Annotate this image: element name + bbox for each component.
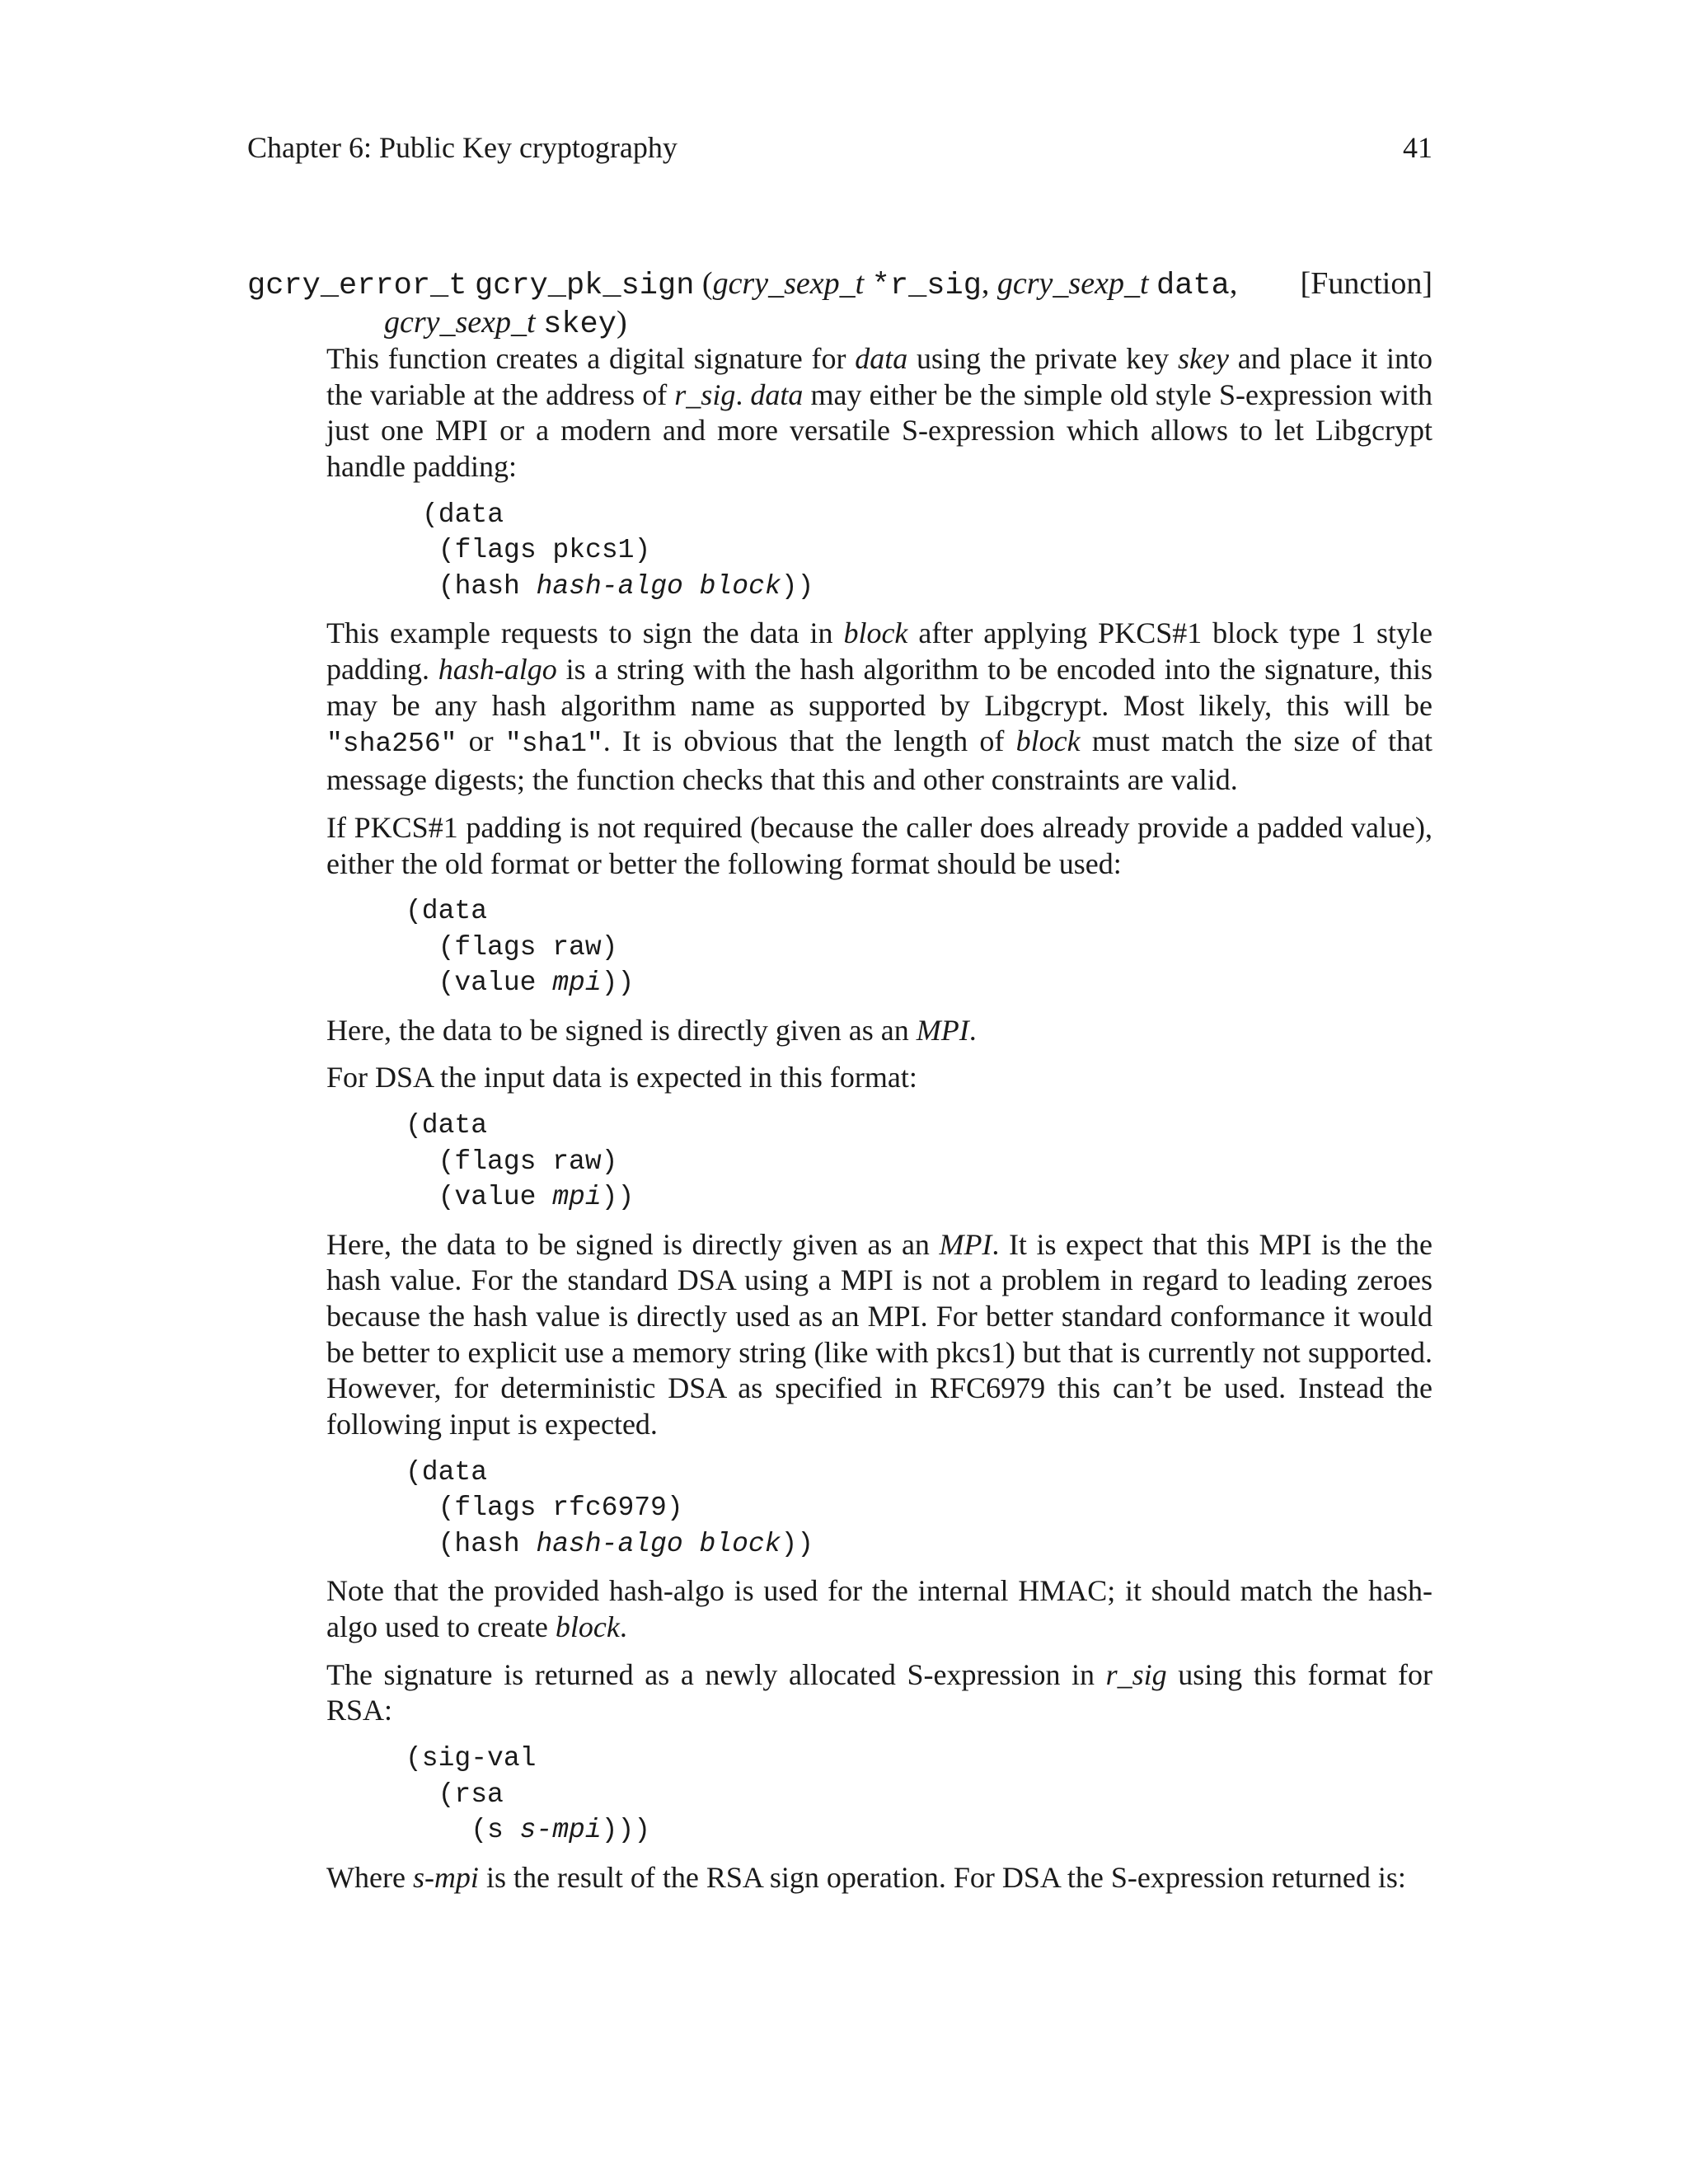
var-s-mpi: s-mpi — [412, 1860, 479, 1894]
close-paren: ) — [616, 305, 627, 340]
comma: , — [981, 266, 990, 301]
code-var: s-mpi — [519, 1815, 602, 1846]
text: The signature is returned as a newly allocated S-expression in — [326, 1657, 1106, 1691]
arg2-name: data — [1156, 269, 1230, 303]
code-sha256: "sha256" — [326, 729, 457, 760]
var-r-sig: r_sig — [1105, 1657, 1167, 1691]
code-text: (flags pkcs1) — [422, 535, 651, 566]
code-line — [406, 1179, 1432, 1216]
code-text: (s — [406, 1815, 520, 1846]
paragraph-raw-format: If PKCS#1 padding is not required (because the caller does already provide a padded value), either the old format or better the following format should be used: — [326, 810, 1432, 880]
code-text: (flags raw) — [406, 931, 618, 963]
code-text: (rsa — [406, 1779, 504, 1810]
var-skey: skey — [1178, 342, 1229, 375]
code-var: hash-algo block — [536, 1528, 781, 1559]
var-data: data — [855, 342, 908, 375]
text: is a string with the hash algorithm to be encoded into the signature, this may be any hash algorithm name as supported by Libgcrypt. Most likely, this will be — [326, 653, 1432, 722]
code-text: (hash — [422, 570, 537, 602]
text: is the result of the RSA sign operation. For DSA the S-expression returned is: — [478, 1860, 1406, 1894]
code-line — [406, 965, 1432, 1001]
var-block: block — [1015, 724, 1081, 758]
chapter-title: Chapter 6: Public Key cryptography — [247, 131, 678, 164]
function-description — [326, 341, 1432, 1907]
text: . It is obvious that the length of — [603, 724, 1016, 758]
paragraph-dsa-intro: For DSA the input data is expected in this format: — [326, 1061, 917, 1094]
arg3-type: gcry_sexp_t — [384, 305, 536, 340]
code-sha1: "sha1" — [504, 729, 603, 760]
var-mpi: MPI — [939, 1227, 992, 1261]
text: . It is expect that this MPI is the the hash value. For the standard DSA using a MPI is not a problem in regard to leading zeroes because the hash value is directly used as an MPI. For better standard conformance it would be better to explicit use a memory string (like with pkcs1) but that is currently not supported. However, for deterministic DSA as specified in RFC6979 this can’t be used. Instead the following input is expected. — [326, 1227, 1432, 1441]
running-header — [247, 129, 1432, 166]
code-line — [406, 1526, 1432, 1563]
code-line — [406, 1777, 1432, 1813]
text: or — [457, 724, 505, 758]
function-signature-line-2 — [247, 304, 1432, 343]
text: Where — [326, 1860, 413, 1894]
code-text: )) — [601, 968, 635, 999]
paragraph-intro — [326, 341, 1432, 485]
code-text: (flags rfc6979) — [406, 1493, 683, 1524]
text: and place it into the variable at the address of — [326, 342, 1432, 411]
var-block: block — [843, 616, 908, 650]
function-definition — [247, 265, 1432, 343]
var-mpi: MPI — [916, 1013, 969, 1047]
text: This example requests to sign the data in — [326, 616, 844, 650]
arg3-name: skey — [543, 307, 617, 342]
page-number: 41 — [1403, 131, 1432, 164]
arg1-name: *r_sig — [871, 269, 982, 303]
paragraph-hmac-note — [326, 1573, 1432, 1645]
paragraph-mpi-note — [326, 1013, 1432, 1049]
var-r-sig: r_sig — [674, 377, 736, 411]
code-line: (data — [422, 499, 504, 530]
code-line: (data — [406, 1110, 488, 1141]
text: after applying PKCS#1 block type 1 style padding. — [326, 616, 1432, 687]
text: . — [619, 1610, 627, 1644]
code-example-dsa-raw — [406, 1108, 1432, 1216]
text: Here, the data to be signed is directly given as an — [326, 1227, 940, 1261]
text: using this format for RSA: — [326, 1657, 1432, 1727]
code-text: (value — [406, 968, 553, 999]
var-data: data — [750, 377, 804, 411]
open-paren: ( — [701, 266, 713, 301]
code-example-raw — [406, 893, 1432, 1001]
text: Note that the provided hash-algo is used for the internal HMAC; it should match the hash-algo used to create — [326, 1574, 1432, 1644]
paragraph-dsa-explanation — [326, 1227, 1432, 1443]
arg1-type: gcry_sexp_t — [712, 266, 865, 301]
code-example-pkcs1 — [422, 497, 1432, 605]
code-line — [406, 930, 1432, 966]
code-line: (data — [406, 1456, 488, 1488]
code-line: (data — [406, 896, 488, 927]
code-line — [422, 532, 1432, 569]
text: Here, the data to be signed is directly given as an — [326, 1013, 917, 1047]
code-line — [406, 1490, 1432, 1526]
var-hash-algo: hash-algo — [438, 653, 557, 687]
text: . — [735, 377, 751, 411]
text: using the private key — [907, 342, 1179, 375]
return-type: gcry_error_t — [247, 269, 467, 303]
code-text: (value — [406, 1182, 553, 1213]
arg2-type: gcry_sexp_t — [996, 266, 1149, 301]
paragraph-signature-format — [326, 1657, 1432, 1729]
code-text: ))) — [601, 1815, 651, 1846]
paragraph-rsa-result — [326, 1860, 1432, 1896]
code-var: mpi — [552, 968, 602, 999]
paragraph-pkcs1-explanation — [326, 616, 1432, 799]
code-example-rfc6979 — [406, 1455, 1432, 1563]
var-block: block — [555, 1610, 620, 1644]
code-line: (sig-val — [406, 1743, 537, 1774]
function-signature-line-1 — [247, 265, 1432, 304]
text: must match the size of that message digests; the function checks that this and other constraints are valid. — [326, 724, 1432, 797]
definition-category: [Function] — [1300, 266, 1432, 301]
code-line — [406, 1812, 1432, 1849]
text: . — [968, 1013, 977, 1047]
code-var: mpi — [552, 1182, 602, 1213]
code-text: )) — [781, 1528, 814, 1559]
code-text: (hash — [406, 1528, 537, 1559]
code-var: hash-algo block — [536, 570, 781, 602]
code-line — [406, 1144, 1432, 1180]
comma: , — [1229, 266, 1238, 301]
code-line — [422, 569, 1432, 605]
function-name: gcry_pk_sign — [474, 269, 695, 303]
code-text: )) — [781, 570, 814, 602]
text: This function creates a digital signature for — [326, 342, 856, 375]
code-text: (flags raw) — [406, 1146, 618, 1177]
text: may either be the simple old style S-expression with just one MPI or a modern and more versatile S-expression which allows to let Libgcrypt handle padding: — [326, 377, 1433, 484]
code-example-sig-val — [406, 1741, 1432, 1849]
code-text: )) — [601, 1182, 635, 1213]
